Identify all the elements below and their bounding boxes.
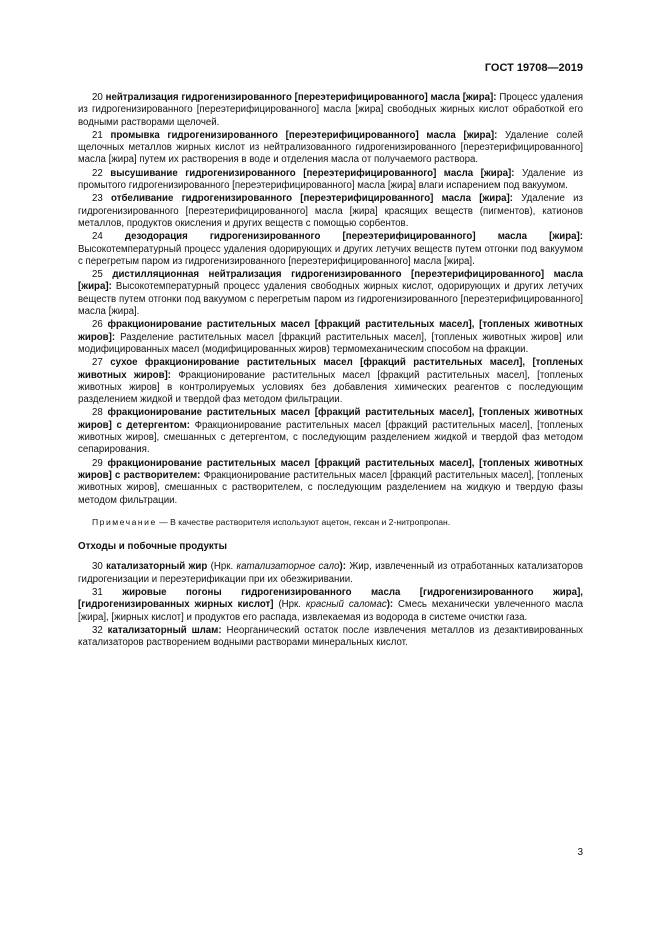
term-name: катализаторный шлам:: [107, 624, 222, 636]
term-number: 27: [92, 357, 103, 369]
term-definition: Процесс удаления из гидрогенизированного [переэтерифицированного] масла [жира] свободных жирных кислот обработкой его водными растворами щелочей.: [78, 92, 583, 128]
note-text: — В качестве растворителя используют ацетон, гексан и 2-нитропропан.: [156, 516, 451, 527]
waste-terms-list: [78, 561, 583, 649]
term-name: отбеливание гидрогенизированного [переэтерифицированного] масла [жира]:: [111, 193, 514, 205]
term-name: катализаторный жир: [106, 561, 208, 573]
term-entry: [78, 587, 583, 624]
term-entry: [78, 458, 583, 507]
term-definition: Высокотемпературный процесс удаления одорирующих и других летучих веществ путем отгонки под вакуумом с перегретым паром из гидрогенизированного [переэтерифицированного] масла [жира].: [78, 243, 583, 267]
term-name: высушивание гидрогенизированного [переэтерифицированного] масла [жира]:: [110, 167, 515, 179]
term-number: 22: [92, 167, 103, 179]
term-entry: [78, 407, 583, 456]
term-name: фракционирование растительных масел [фракций растительных масел], [топленых животных жиров]:: [78, 319, 583, 343]
term-definition: Неорганический остаток после извлечения металлов из дезактивированных катализаторов растворением водными растворами минеральных кислот.: [78, 624, 584, 649]
term-definition: Фракционирование растительных масел [фракций растительных масел], [топленых животных жиров], смешанных с детергентом, с последующим разделением жидкой и твердой фаз методом сепарирования.: [78, 419, 583, 456]
term-number: 21: [92, 129, 103, 141]
term-definition: Разделение растительных масел [фракций растительных масел], [топленых животных жиров] или модифицированных масел (модифицированных жиров) термомеханическим способом на фракции.: [78, 331, 583, 355]
term-name: сухое фракционирование растительных масел [фракций растительных масел], [топленых животных жиров]:: [78, 357, 583, 381]
term-entry: [78, 193, 583, 230]
term-entry: [78, 130, 583, 167]
term-number: 31: [92, 586, 103, 598]
term-entry: [78, 269, 583, 318]
term-entry: [78, 625, 583, 650]
note-label: Примечание: [92, 516, 157, 527]
term-deprecated-prefix: (Нрк.: [273, 599, 306, 611]
term-deprecated-suffix: ):: [386, 599, 399, 611]
term-name: жировые погоны гидрогенизированного масла [гидрогенизированного жира], [гидрогенизированных жирных кислот]: [78, 586, 583, 611]
document-body: [78, 92, 583, 650]
process-terms-list: [78, 92, 583, 507]
term-definition: Смесь механически увлеченного масла [жира], [жирных кислот] и продуктов его распада, извлекаемая из водорода в системе очистки газа.: [78, 599, 583, 623]
term-number: 29: [92, 457, 103, 469]
term-definition: Фракционирование растительных масел [фракций растительных масел], [топленых животных жиров] в контролируемых условиях без добавления химических реагентов с последующим разделением жидкой и твердой фаз методом фильтрации.: [78, 369, 584, 406]
term-name: фракционирование растительных масел [фракций растительных масел], [топленых животных жиров] с растворителем:: [78, 457, 583, 481]
term-entry: [78, 231, 583, 268]
term-name: нейтрализация гидрогенизированного [переэтерифицированного] масла [жира]:: [105, 92, 497, 103]
term-entry: [78, 357, 583, 406]
term-deprecated: катализаторное сало: [236, 561, 340, 573]
document-header: ГОСТ 19708—2019: [484, 62, 583, 74]
term-definition: Удаление солей щелочных металлов жирных кислот из нейтрализованного гидрогенизированного [переэтерифицированного] масла [жира] путем их растворения в воде и отделения масла от получаемого раствора.: [78, 129, 583, 166]
term-definition: Удаление из промытого гидрогенизированного [переэтерифицированного] масла [жира] влаги испарением под вакуумом.: [78, 167, 583, 192]
term-definition: Высокотемпературный процесс удаления свободных жирных кислот, одорирующих и других летучих веществ путем отгонки под вакуумом с перегретым паром из гидрогенизированного [переэтерифицированного] масла [жира].: [78, 281, 583, 318]
term-number: 28: [92, 407, 103, 419]
term-definition: Удаление из гидрогенизированного [переэтерифицированного] масла [жира] красящих веществ (пигментов), катионов металлов, продуктов окисления и других веществ с помощью сорбентов.: [78, 193, 583, 229]
note: [78, 516, 583, 528]
term-number: 23: [92, 193, 103, 205]
term-number: 25: [92, 269, 103, 281]
term-name: промывка гидрогенизированного [переэтерифицированного] масла [жира]:: [110, 129, 498, 141]
page-number: 3: [577, 847, 583, 858]
term-entry: [78, 561, 583, 586]
section-title: Отходы и побочные продукты: [78, 541, 227, 553]
term-number: 26: [92, 319, 103, 331]
term-deprecated-suffix: ):: [339, 561, 350, 573]
term-deprecated-prefix: (Нрк.: [207, 561, 237, 573]
term-deprecated: красный саломас: [305, 599, 387, 611]
term-entry: [78, 168, 583, 193]
term-number: 32: [92, 624, 103, 636]
term-definition: Фракционирование растительных масел [фракций растительных масел], [топленых животных жиров], смешанных с растворителем, с последующим разделением на жидкую и твердую фазы методом фильтрации.: [78, 469, 583, 506]
term-entry: [78, 92, 583, 129]
term-name: фракционирование растительных масел [фракций растительных масел], [топленых животных жиров] с детергентом:: [78, 407, 583, 431]
term-number: 20: [92, 92, 103, 103]
term-definition: Жир, извлеченный из отработанных катализаторов гидрогенизации и переэтерификации при их обезжиривании.: [78, 561, 583, 585]
term-name: дезодорация гидрогенизированного [переэтерифицированного] масла [жира]:: [124, 231, 583, 243]
term-name: дистилляционная нейтрализация гидрогенизированного [переэтерифицированного] масла [жира]:: [78, 269, 583, 293]
term-number: 24: [92, 231, 103, 243]
term-number: 30: [92, 561, 103, 573]
term-entry: [78, 319, 583, 356]
